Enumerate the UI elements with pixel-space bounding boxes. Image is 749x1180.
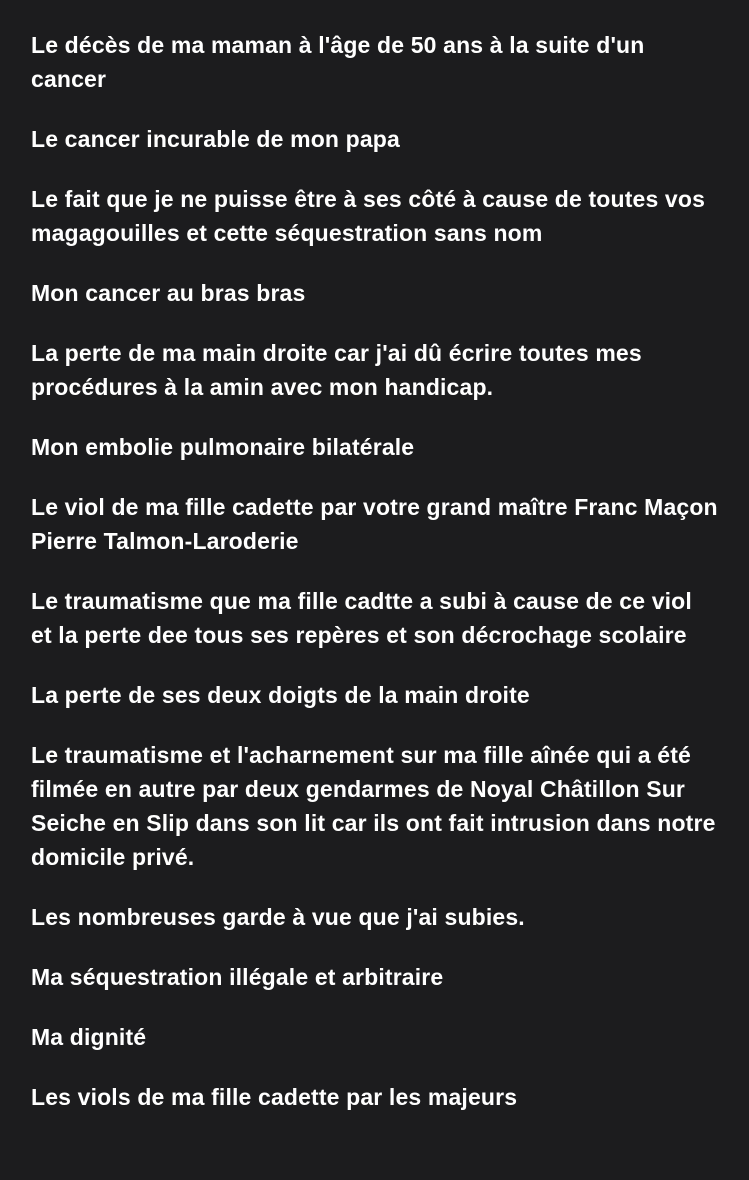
paragraph-4: Mon cancer au bras bras xyxy=(31,280,306,306)
paragraph-12: Ma séquestration illégale et arbitraire xyxy=(31,964,444,990)
paragraph-3: Le fait que je ne puisse être à ses côté à cause de toutes vos magagouilles et cette séquestration sans nom xyxy=(31,186,706,246)
paragraph-11: Les nombreuses garde à vue que j'ai subies. xyxy=(31,904,525,930)
paragraph-2: Le cancer incurable de mon papa xyxy=(31,126,400,152)
paragraph-8: Le traumatisme que ma fille cadtte a subi à cause de ce viol et la perte dee tous ses repères et son décrochage scolaire xyxy=(31,588,692,648)
paragraph-7: Le viol de ma fille cadette par votre grand maître Franc Maçon Pierre Talmon-Laroderie xyxy=(31,494,718,554)
paragraph-1: Le décès de ma maman à l'âge de 50 ans à la suite d'un cancer xyxy=(31,32,645,92)
paragraph-5: La perte de ma main droite car j'ai dû écrire toutes mes procédures à la amin avec mon handicap. xyxy=(31,340,642,400)
paragraph-10: Le traumatisme et l'acharnement sur ma fille aînée qui a été filmée en autre par deux gendarmes de Noyal Châtillon Sur Seiche en Slip dans son lit car ils ont fait intrusion dans notre domicile privé. xyxy=(31,742,716,870)
paragraph-13: Ma dignité xyxy=(31,1024,147,1050)
paragraph-9: La perte de ses deux doigts de la main droite xyxy=(31,682,530,708)
paragraph-14: Les viols de ma fille cadette par les majeurs xyxy=(31,1084,518,1110)
paragraph-6: Mon embolie pulmonaire bilatérale xyxy=(31,434,415,460)
